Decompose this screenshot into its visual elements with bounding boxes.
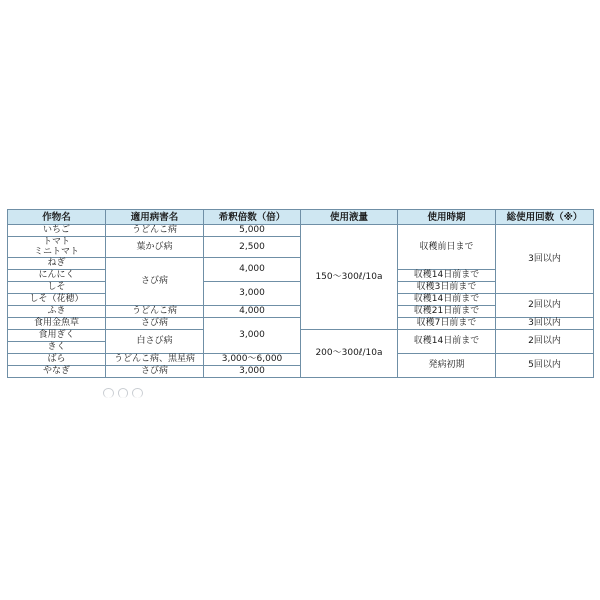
disease-cell: さび病	[106, 366, 204, 378]
dilution-cell: 3,000	[204, 366, 301, 378]
disease-cell: さび病	[106, 318, 204, 330]
count-cell: 2回以内	[496, 330, 594, 354]
timing-cell: 収穫7日前まで	[398, 318, 496, 330]
header-disease: 適用病害名	[106, 210, 204, 225]
header-crop: 作物名	[8, 210, 106, 225]
timing-cell: 収穫14日前まで	[398, 294, 496, 306]
circle-shape	[132, 388, 143, 398]
crop-cell: ねぎ	[8, 258, 106, 270]
decorative-circles	[103, 388, 143, 396]
circle-shape	[103, 388, 114, 398]
disease-cell: 葉かび病	[106, 237, 204, 258]
count-cell: 3回以内	[496, 318, 594, 330]
crop-cell: 食用金魚草	[8, 318, 106, 330]
timing-cell: 収穫3日前まで	[398, 282, 496, 294]
timing-cell: 収穫21日前まで	[398, 306, 496, 318]
disease-cell: うどんこ病	[106, 306, 204, 318]
pesticide-usage-table-container	[7, 209, 593, 378]
dilution-cell: 3,000	[204, 282, 301, 306]
count-cell: 5回以内	[496, 354, 594, 378]
crop-cell: しそ	[8, 282, 106, 294]
count-cell: 3回以内	[496, 225, 594, 294]
disease-cell: うどんこ病	[106, 225, 204, 237]
crop-name: トマト	[42, 237, 70, 247]
dilution-cell: 3,000	[204, 318, 301, 354]
crop-name: ミニトマト	[33, 247, 79, 257]
dilution-cell: 4,000	[204, 306, 301, 318]
header-timing: 使用時期	[398, 210, 496, 225]
crop-cell	[8, 237, 106, 258]
timing-cell: 発病初期	[398, 354, 496, 378]
header-count: 総使用回数（※）	[496, 210, 594, 225]
dilution-cell: 5,000	[204, 225, 301, 237]
disease-cell: さび病	[106, 258, 204, 306]
dilution-cell: 2,500	[204, 237, 301, 258]
dilution-cell: 4,000	[204, 258, 301, 282]
circle-shape	[118, 388, 129, 398]
crop-cell: 食用ぎく	[8, 330, 106, 342]
crop-cell: ばら	[8, 354, 106, 366]
table-row	[8, 330, 594, 342]
disease-cell: 白さび病	[106, 330, 204, 354]
crop-cell: ふき	[8, 306, 106, 318]
volume-cell: 200～300ℓ/10a	[301, 330, 398, 378]
crop-cell: やなぎ	[8, 366, 106, 378]
crop-cell: きく	[8, 342, 106, 354]
timing-cell: 収穫前日まで	[398, 225, 496, 270]
dilution-cell: 3,000～6,000	[204, 354, 301, 366]
count-cell: 2回以内	[496, 294, 594, 318]
header-row	[8, 210, 594, 225]
header-volume: 使用液量	[301, 210, 398, 225]
crop-cell: いちご	[8, 225, 106, 237]
crop-cell: しそ（花穂）	[8, 294, 106, 306]
crop-cell: にんにく	[8, 270, 106, 282]
disease-cell: うどんこ病、黒星病	[106, 354, 204, 366]
header-dilution: 希釈倍数（倍）	[204, 210, 301, 225]
volume-cell: 150～300ℓ/10a	[301, 225, 398, 330]
timing-cell: 収穫14日前まで	[398, 330, 496, 354]
pesticide-usage-table	[7, 209, 594, 378]
table-row	[8, 225, 594, 237]
timing-cell: 収穫14日前まで	[398, 270, 496, 282]
